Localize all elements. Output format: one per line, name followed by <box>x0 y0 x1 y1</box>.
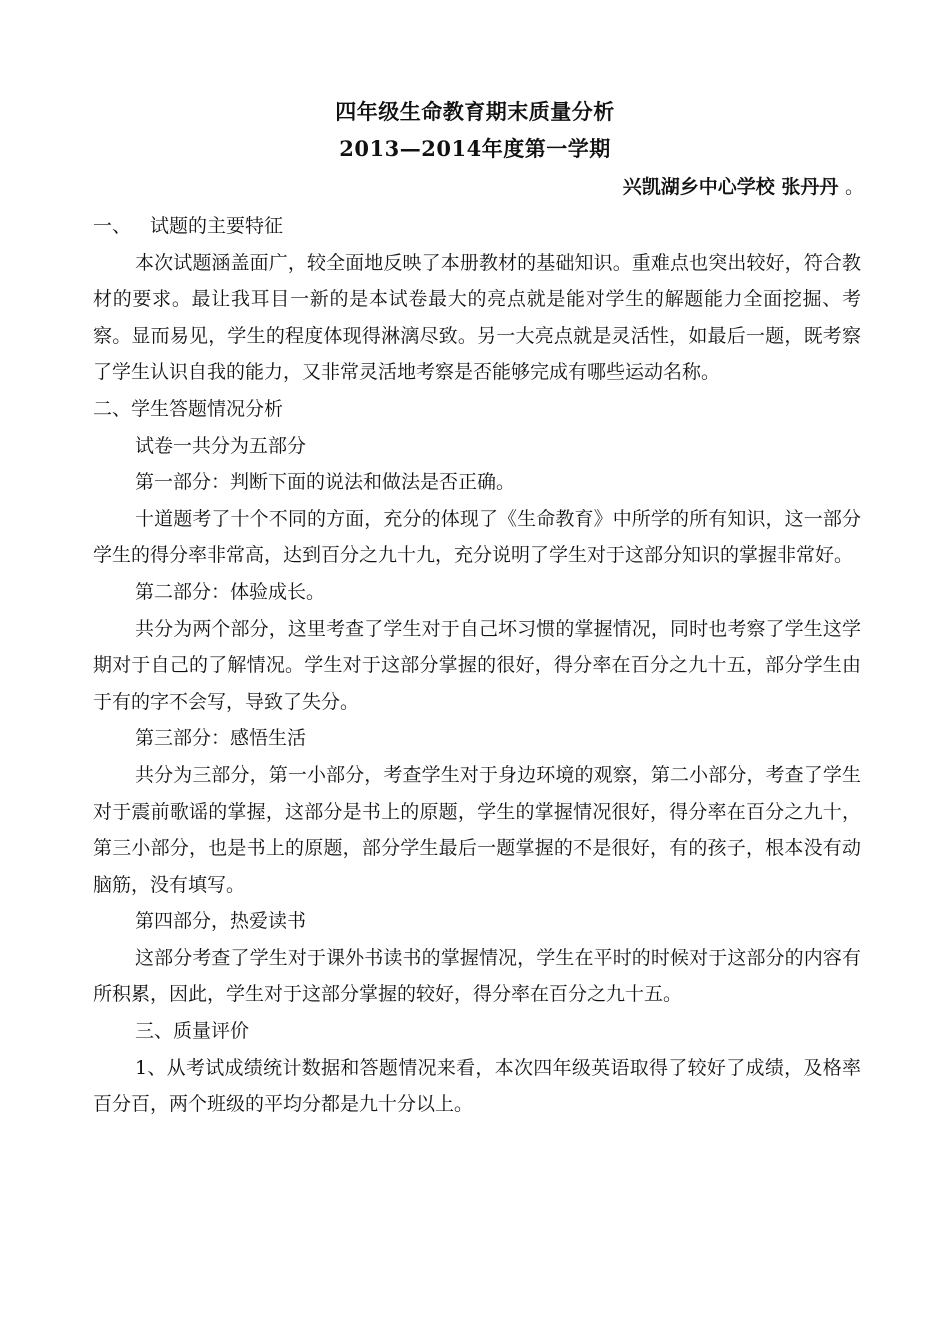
document-subtitle: 2013—2014年度第一学期 <box>339 136 611 161</box>
section-heading-1 <box>93 208 861 245</box>
paragraph: 十道题考了十个不同的方面，充分的体现了《生命教育》中所学的所有知识，这一部分学生的得分率非常高，达到百分之九十九，充分说明了学生对于这部分知识的掌握非常好。 <box>93 507 861 567</box>
part-heading: 第二部分：体验成长。 <box>135 580 326 603</box>
section-heading-3: 三、质量评价 <box>135 1020 250 1043</box>
paragraph: 1、从考试成绩统计数据和答题情况来看，本次四年级英语取得了较好了成绩，及格率百分百，两个班级的平均分都是九十分以上。 <box>93 1056 861 1116</box>
part-heading: 第四部分，热爱读书 <box>135 910 307 933</box>
document-body <box>93 208 861 1123</box>
section-title: 试题的主要特征 <box>150 215 284 237</box>
author-suffix: 。 <box>844 176 864 198</box>
paragraph: 试卷一共分为五部分 <box>135 434 307 457</box>
paragraph: 这部分考查了学生对于课外书读书的掌握情况，学生在平时的时候对于这部分的内容有所积累，因此，学生对于这部分掌握的较好，得分率在百分之九十五。 <box>93 946 861 1006</box>
paragraph: 共分为两个部分，这里考查了学生对于自己坏习惯的掌握情况，同时也考察了学生这学期对于自己的了解情况。学生对于这部分掌握的很好，得分率在百分之九十五，部分学生由于有的字不会写，导致了失分。 <box>93 617 861 713</box>
part-heading: 第三部分：感悟生活 <box>135 727 307 750</box>
document-title: 四年级生命教育期末质量分析 <box>335 99 615 124</box>
author-line <box>623 172 864 199</box>
author-name: 兴凯湖乡中心学校 张丹丹 <box>622 176 839 198</box>
section-heading-2: 二、学生答题情况分析 <box>93 397 284 420</box>
paragraph: 本次试题涵盖面广，较全面地反映了本册教材的基础知识。重难点也突出较好，符合教材的要求。最让我耳目一新的是本试卷最大的亮点就是能对学生的解题能力全面挖掘、考察。显而易见，学生的程度体现得淋漓尽致。另一大亮点就是灵活性，如最后一题，既考察了学生认识自我的能力，又非常灵活地考察是否能够完成有哪些运动名称。 <box>93 251 861 384</box>
paragraph: 共分为三部分，第一小部分，考查学生对于身边环境的观察，第二小部分，考查了学生对于震前歌谣的掌握，这部分是书上的原题，学生的掌握情况很好，得分率在百分之九十，第三小部分，也是书上的原题，部分学生最后一题掌握的不是很好，有的孩子，根本没有动脑筋，没有填写。 <box>93 763 861 896</box>
part-heading: 第一部分：判断下面的说法和做法是否正确。 <box>135 471 516 494</box>
section-number: 一、 <box>93 215 132 237</box>
